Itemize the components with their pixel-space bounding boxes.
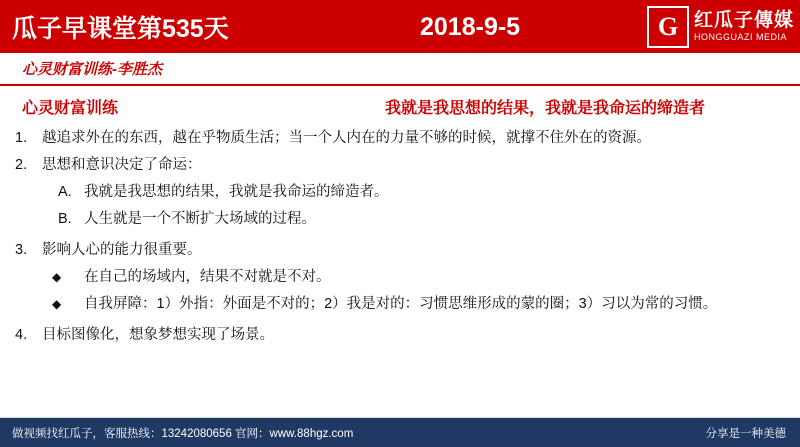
page-title: 瓜子早课堂第535天 (12, 14, 229, 43)
list-text: 影响人心的能力很重要。 (42, 242, 202, 258)
footer-slogan: 分享是一种美德 (705, 427, 786, 440)
list-item (12, 209, 788, 230)
list-marker: B. (58, 211, 72, 227)
list-item (12, 240, 788, 261)
bullet-diamond-icon: ◆ (52, 297, 62, 311)
list-item (12, 182, 788, 203)
brand-logo (647, 5, 794, 49)
header-date: 2018-9-5 (420, 13, 521, 41)
list-item (12, 267, 788, 288)
list-text: 自我屏障：1）外指：外面是不对的；2）我是对的：习惯思维形成的蒙的圈；3）习以为常的习惯。 (84, 296, 718, 312)
list-marker: 2. (15, 157, 28, 173)
content-list (12, 128, 788, 352)
slide-footer (0, 418, 800, 447)
subtitle-bar (0, 53, 800, 86)
list-text: 我就是我思想的结果，我就是我命运的缔造者。 (84, 184, 389, 200)
logo-text (694, 10, 794, 44)
list-text: 在自己的场域内，结果不对就是不对。 (84, 269, 331, 285)
headline-quote: 我就是我思想的结果，我就是我命运的缔造者 (385, 100, 706, 117)
list-text: 越追求外在的东西，越在乎物质生活；当一个人内在的力量不够的时候，就撑不住外在的资源。 (42, 130, 651, 146)
logo-mark-icon: G (647, 6, 689, 48)
list-marker: 3. (15, 242, 28, 258)
bullet-diamond-icon: ◆ (52, 270, 62, 284)
list-marker: A. (58, 184, 72, 200)
footer-contact-text: 做视频找红瓜子，客服热线：13242080656 官网：www.88hgz.com (12, 427, 354, 440)
list-text: 目标图像化，想象梦想实现了场景。 (42, 327, 274, 343)
list-text: 思想和意识决定了命运： (42, 157, 202, 173)
list-text: 人生就是一个不断扩大场域的过程。 (84, 211, 316, 227)
logo-name-en: HONGGUAZI MEDIA (693, 32, 787, 42)
subtitle-text: 心灵财富训练-李胜杰 (22, 61, 162, 78)
list-item (12, 155, 788, 176)
section-title: 心灵财富训练 (22, 100, 119, 117)
logo-name-cn: 红瓜子傳媒 (693, 10, 794, 31)
list-item (12, 128, 788, 149)
slide-header (0, 0, 800, 53)
list-marker: 1. (15, 130, 28, 146)
list-item (12, 325, 788, 346)
list-marker: 4. (15, 327, 28, 343)
slide-body (0, 88, 800, 418)
list-item (12, 294, 788, 315)
